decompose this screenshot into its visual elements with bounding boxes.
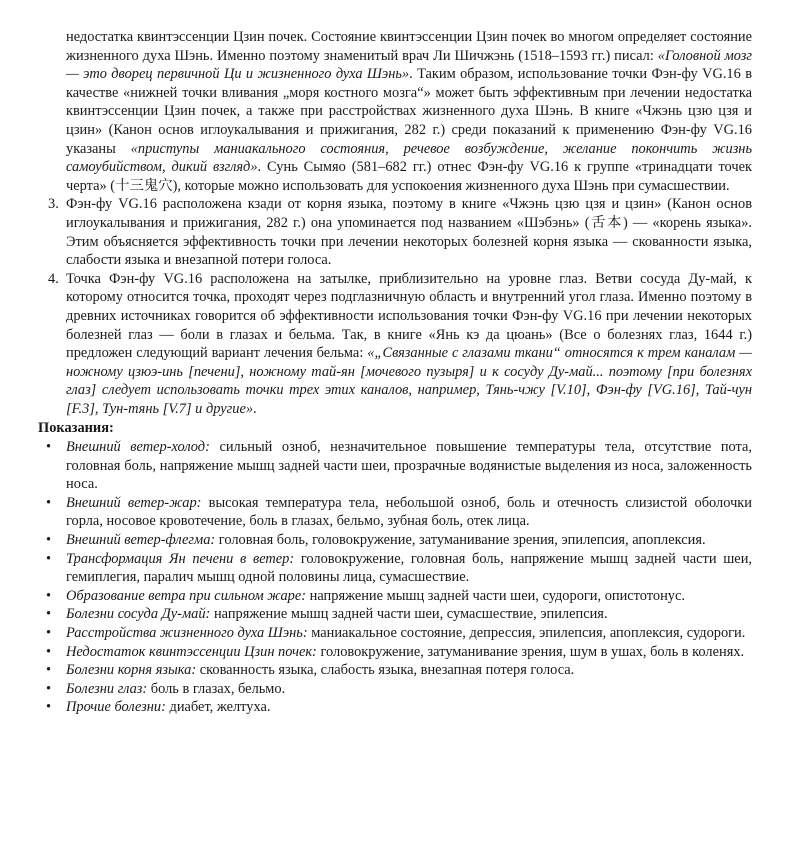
- zhen-jiu-quote: «приступы маниакального состояния, речевое возбуждение, желание покончить жизнь самоубийством, дикий взгляд»: [66, 140, 752, 176]
- indication-text: боль в глазах, бельмо.: [147, 680, 286, 697]
- yan-ke-quote: «„Связанные с глазами ткани“ относятся к трем каналам — ножному цзюэ-инь [печени], ножному тай-ян [мочевого пузыря] и к сосуду Ду-май... поэтому [при болезнях глаз] следует использовать точки трех этих каналов, например, Тянь-чжу [V.10], Фэн-фу [VG.16], Тай-чун [F.3], Тун-тянь [V.7] и другие»: [66, 345, 752, 417]
- indication-term: Образование ветра при сильном жаре:: [66, 587, 307, 604]
- indication-term: Внешний ветер-жар:: [66, 494, 202, 511]
- indication-text: напряжение мышц задней части шеи, судороги, опистотонус.: [306, 587, 685, 604]
- bullet-dot: •: [46, 680, 52, 697]
- indication-term: Прочие болезни:: [66, 699, 166, 716]
- indications-heading: Показания:: [38, 420, 114, 437]
- bullet-dot: •: [46, 625, 52, 641]
- bullet-dot: •: [46, 532, 52, 549]
- bullet-dot: •: [46, 606, 52, 623]
- indication-item: [38, 605, 752, 624]
- indications-list: [38, 438, 752, 717]
- intro-text-3: . Сунь Сымяо (581–682 гг.) отнес Фэн-фу VG.16 к группе «тринадцати точек черта» (十三鬼穴), которые можно использовать для успокоения жизненного духа Шэнь при сумасшествии.: [66, 159, 752, 194]
- indication-text: диабет, желтуха.: [165, 699, 271, 716]
- bullet-dot: •: [46, 587, 52, 604]
- indication-term: Недостаток квинтэссенции Цзин почек:: [66, 643, 317, 660]
- indication-term: Внешний ветер-холод:: [66, 439, 210, 456]
- indication-item: [38, 680, 752, 699]
- intro-text-2: . Таким образом, использование точки Фэн-фу VG.16 в качестве «нижней точки вливания „моря костного мозга“» может быть эффективным при лечении недостатка квинтэссенции Цзин почек, а также при расстройствах жизненного духа Шэнь. В книге «Чжэнь цзю цзя и цзин» (Канон основ иглоукалывания и прижигания, 282 г.) среди показаний к применению Фэн-фу VG.16 указаны: [66, 66, 752, 157]
- bullet-dot: •: [46, 439, 52, 456]
- bullet-dot: •: [46, 699, 52, 716]
- intro-text-1: недостатка квинтэссенции Цзин почек. Состояние квинтэссенции Цзин почек во многом определяет состояние жизненного духа Шэнь. Именно поэтому знаменитый врач Ли Шичжэнь (1518–1593 гг.) писал:: [66, 29, 752, 64]
- indication-text: головная боль, головокружение, затуманивание зрения, эпилепсия, апоплексия.: [215, 532, 706, 549]
- item-text: Фэн-фу VG.16 расположена кзади от корня языка, поэтому в книге «Чжэнь цзю цзя и цзин» (Канон основ иглоукалывания и прижигания, 282 г.) она упоминается под названием «Шэбэнь» (舌本) — «корень языка». Этим объясняется эффективность точки при лечении некоторых болезней корня языка — скованности языка, слабости языка и внезапной потери голоса.: [66, 196, 752, 269]
- intro-paragraph: [38, 28, 752, 195]
- indication-term: Болезни глаз:: [66, 680, 148, 697]
- indication-text: головокружение, затуманивание зрения, шум в ушах, боль в коленях.: [316, 643, 745, 660]
- bullet-dot: •: [46, 494, 52, 511]
- item-end: .: [253, 400, 257, 417]
- indication-item: [38, 624, 752, 643]
- bullet-dot: •: [46, 550, 52, 567]
- indication-term: Болезни сосуда Ду-май:: [66, 606, 211, 623]
- indication-item: [38, 494, 752, 531]
- indication-item: [38, 698, 752, 717]
- indication-item: [38, 643, 752, 662]
- document-page: [38, 28, 752, 717]
- indication-term: Трансформация Ян печени в ветер:: [66, 550, 295, 567]
- indication-item: [38, 438, 752, 494]
- indication-term: Расстройства жизненного духа Шэнь:: [66, 625, 308, 641]
- indication-item: [38, 661, 752, 680]
- indication-text: скованность языка, слабость языка, внезапная потеря голоса.: [196, 662, 575, 679]
- indication-text: сильный озноб, незначительное повышение температуры тела, отсутствие пота, головная боль, напряжение мышц задней части шеи, прозрачные водянистые выделения из носа, заложенность носа.: [66, 439, 753, 493]
- indication-text: высокая температура тела, небольшой озноб, боль и отечность слизистой оболочки горла, носовое кровотечение, боль в глазах, бельмо, зубная боль, отек лица.: [66, 494, 752, 530]
- bullet-dot: •: [46, 643, 52, 660]
- indication-text: напряжение мышц задней части шеи, сумасшествие, эпилепсия.: [210, 606, 608, 623]
- item-text: Точка Фэн-фу VG.16 расположена на затылке, приблизительно на уровне глаз. Ветви сосуда Ду-май, к которому относится точка, проходят через подглазничную область и внутренний угол глаза. Именно поэтому в древних источниках говорится об эффективности использования точки Фэн-фу VG.16 при лечении некоторых болезней глаз — боли в глазах и бельма. Так, в книге «Янь кэ да цюань» (Все о болезнях глаз, 1644 г.) предложен следующий вариант лечения бельма:: [66, 270, 752, 362]
- indication-text: маниакальное состояние, депрессия, эпилепсия, апоплексия, судороги.: [307, 625, 746, 641]
- numbered-item-3: [38, 195, 752, 269]
- indication-item: [38, 550, 752, 587]
- indication-text: головокружение, головная боль, напряжение мышц задней части шеи, гемиплегия, паралич мышц одной половины лица, сумасшествие.: [66, 550, 752, 586]
- numbered-item-4: [38, 270, 752, 419]
- bullet-dot: •: [46, 662, 52, 679]
- indication-term: Внешний ветер-флегма:: [66, 532, 216, 549]
- indication-term: Болезни корня языка:: [66, 662, 197, 679]
- indication-item: [38, 531, 752, 550]
- item-number: 4.: [48, 270, 59, 287]
- indication-item: [38, 587, 752, 606]
- item-number: 3.: [48, 196, 59, 213]
- li-shizhen-quote: «Головной мозг — это дворец первичной Ци и жизненного духа Шэнь»: [66, 47, 752, 83]
